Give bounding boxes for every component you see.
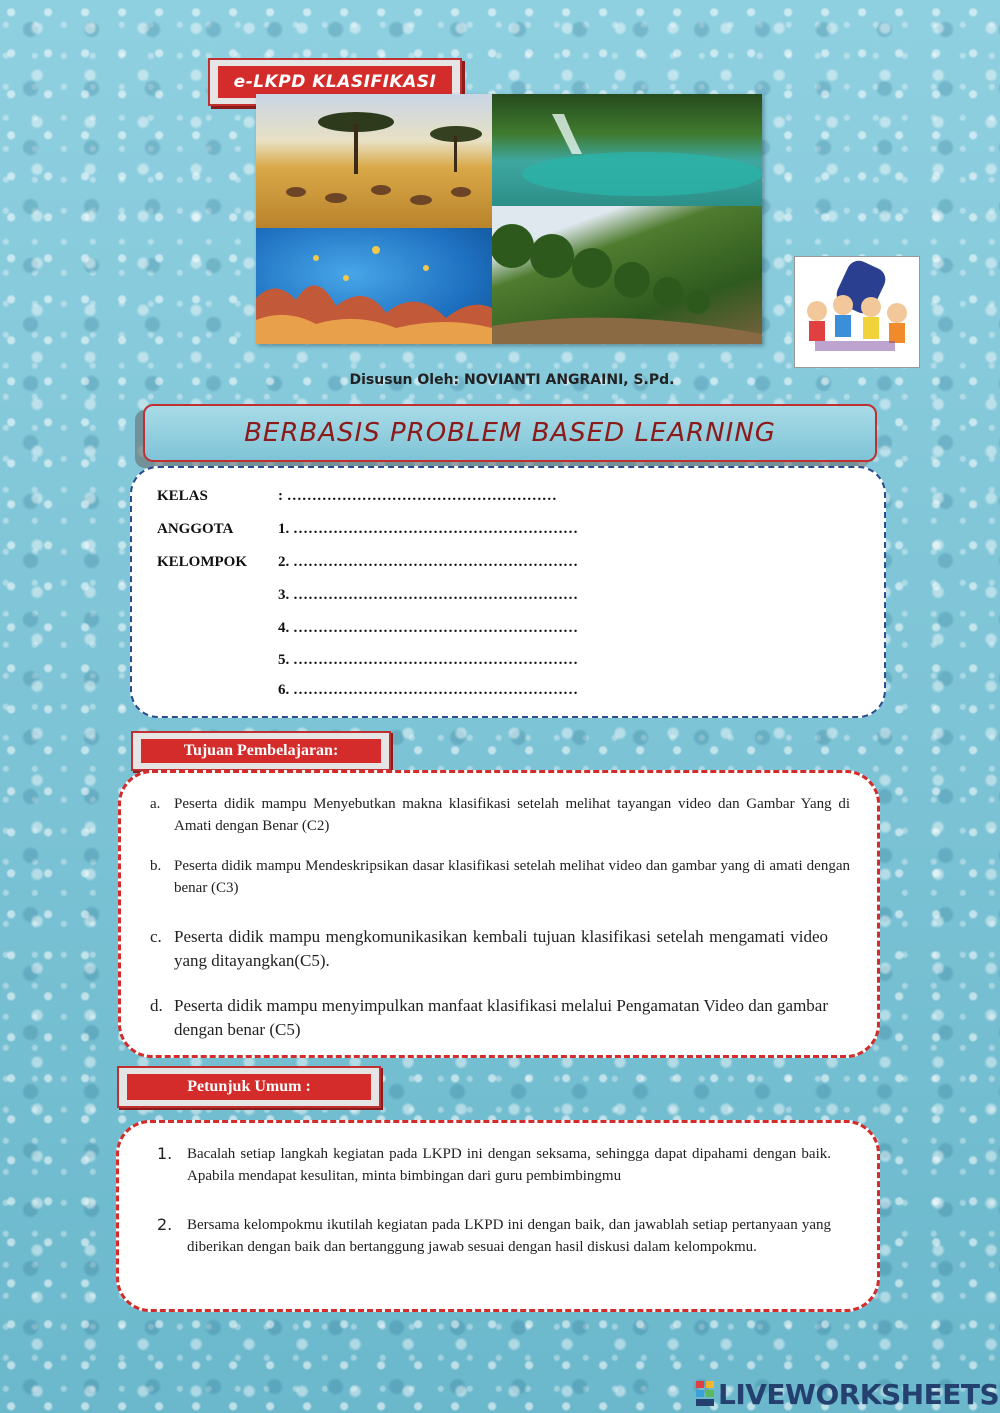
tujuan-box <box>118 770 880 1058</box>
tujuan-text-a: Peserta didik mampu Menyebutkan makna klasifikasi setelah melihat tayangan video dan Gambar Yang di Amati dengan Benar (C2) <box>174 796 850 834</box>
petunjuk-label-box <box>117 1066 381 1108</box>
liveworksheets-brand: LIVEWORKSHEETS <box>718 1378 1000 1411</box>
kids-illustration <box>794 256 920 368</box>
petunjuk-marker-2: 2. <box>157 1215 173 1234</box>
member-field-1[interactable]: 1. ………………………………………………… <box>278 521 578 537</box>
petunjuk-text-1: Bacalah setiap langkah kegiatan pada LKPD ini dengan seksama, sehingga dapat dipahami dengan baik. Apabila mendapat kesulitan, minta bimbingan dari guru pembimbingmu <box>187 1146 831 1184</box>
tujuan-marker-c: c. <box>150 927 162 946</box>
tujuan-item-a <box>150 793 850 837</box>
anggota-label: ANGGOTA <box>157 521 234 537</box>
author-credit: Disusun Oleh: NOVIANTI ANGRAINI, S.Pd. <box>349 372 675 388</box>
savanna-photo <box>256 94 492 228</box>
tujuan-item-c <box>150 925 828 973</box>
member-field-5[interactable]: 5. ………………………………………………… <box>278 652 578 668</box>
kelas-field[interactable]: : ……………………………………………… <box>278 488 557 504</box>
tujuan-label: Tujuan Pembelajaran: <box>141 739 381 763</box>
member-field-3[interactable]: 3. ………………………………………………… <box>278 587 578 603</box>
tujuan-item-b <box>150 855 850 899</box>
tujuan-marker-a: a. <box>150 796 161 812</box>
tujuan-marker-b: b. <box>150 858 162 874</box>
student-identity-box <box>130 466 886 718</box>
tujuan-text-c: Peserta didik mampu mengkomunikasikan kembali tujuan klasifikasi setelah mengamati video yang ditayangkan(C5). <box>174 927 828 970</box>
banner-text: BERBASIS PROBLEM BASED LEARNING <box>244 418 776 448</box>
petunjuk-box <box>116 1120 880 1312</box>
tujuan-item-d <box>150 994 828 1042</box>
kelas-label: KELAS <box>157 488 208 504</box>
petunjuk-text-2: Bersama kelompokmu ikutilah kegiatan pada LKPD ini dengan baik, dan jawablah setiap pertanyaan yang diberikan dengan baik dan bertanggung jawab sesuai dengan hasil diskusi dalam kelompokmu. <box>187 1217 831 1255</box>
member-field-2[interactable]: 2. ………………………………………………… <box>278 554 578 570</box>
tujuan-label-box <box>131 731 391 771</box>
petunjuk-item-1 <box>157 1143 831 1187</box>
petunjuk-label: Petunjuk Umum : <box>127 1074 371 1100</box>
tujuan-text-d: Peserta didik mampu menyimpulkan manfaat klasifikasi melalui Pengamatan Video dan gambar dengan benar (C5) <box>174 996 828 1039</box>
liveworksheets-logo[interactable] <box>696 1378 999 1411</box>
waterfall-lake-photo <box>492 94 762 206</box>
petunjuk-item-2 <box>157 1214 831 1258</box>
coral-reef-photo <box>256 228 492 344</box>
document-title: e-LKPD KLASIFIKASI <box>218 66 452 98</box>
liveworksheets-mark-icon <box>696 1381 714 1407</box>
tujuan-text-b: Peserta didik mampu Mendeskripsikan dasar klasifikasi setelah melihat video dan gambar yang di amati dengan benar (C3) <box>174 858 850 896</box>
photo-collage <box>256 94 762 344</box>
tujuan-marker-d: d. <box>150 996 163 1015</box>
petunjuk-marker-1: 1. <box>157 1144 173 1163</box>
member-field-4[interactable]: 4. ………………………………………………… <box>278 620 578 636</box>
member-field-6[interactable]: 6. ………………………………………………… <box>278 682 578 698</box>
palm-plantation-photo <box>492 206 762 344</box>
kelompok-label: KELOMPOK <box>157 554 247 570</box>
method-banner <box>143 404 877 462</box>
